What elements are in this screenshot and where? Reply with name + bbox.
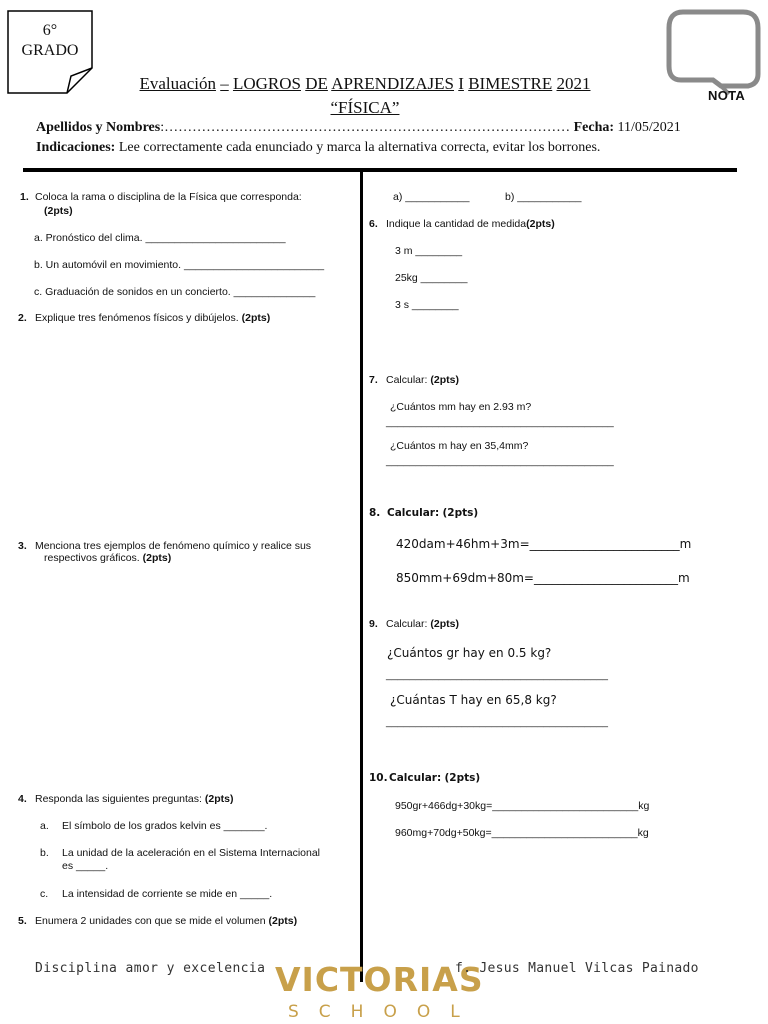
title-word-6: 2021	[556, 74, 591, 93]
q5-answer-a[interactable]: a) ___________	[393, 191, 470, 203]
q6-text: Indique la cantidad de medida(2pts)	[386, 218, 555, 230]
school-logo-name: VICTORIAS	[275, 960, 484, 999]
q10-number: 10.	[369, 772, 388, 784]
column-divider	[360, 172, 363, 982]
header-divider	[23, 168, 737, 172]
q1-item-c[interactable]: c. Graduación de sonidos en un concierto. ______________	[34, 286, 316, 298]
q6-item-3[interactable]: 3 s ________	[395, 299, 459, 311]
q7-item-1: ¿Cuántos mm hay en 2.93 m?	[390, 401, 532, 413]
q9-answer-line-2[interactable]: ______________________________________	[386, 716, 608, 728]
q1-item-a[interactable]: a. Pronóstico del clima. ________________________	[34, 232, 286, 244]
exam-subtitle	[100, 98, 630, 118]
q4-c-letter: c.	[40, 888, 49, 900]
q1-text: Coloca la rama o disciplina de la Física que corresponda:	[35, 191, 302, 203]
title-eval: Evaluación	[139, 74, 216, 93]
q7-answer-line-2[interactable]: _______________________________________	[386, 455, 614, 467]
q7-answer-line-1[interactable]: _______________________________________	[386, 416, 614, 428]
exam-title	[100, 74, 630, 94]
indications-text: Lee correctamente cada enunciado y marca la alternativa correcta, evitar los borrones.	[118, 140, 601, 155]
title-word-4: I	[458, 74, 464, 93]
subtitle-text: “FÍSICA”	[330, 98, 400, 117]
title-word-1: LOGROS	[232, 74, 301, 93]
q1-number: 1.	[20, 191, 29, 203]
q4-a-letter: a.	[40, 820, 49, 832]
date-label: Fecha:	[573, 120, 615, 135]
q1-points: (2pts)	[44, 205, 73, 217]
footer-motto: Disciplina amor y excelencia	[35, 961, 266, 976]
q1-item-b[interactable]: b. Un automóvil en movimiento. ________________________	[34, 259, 325, 271]
title-dash: –	[220, 74, 229, 93]
q4-number: 4.	[18, 793, 27, 805]
q2-number: 2.	[18, 312, 27, 324]
q4-item-a[interactable]: El símbolo de los grados kelvin es _______.	[62, 820, 268, 832]
q2-text: Explique tres fenómenos físicos y dibújelos. (2pts)	[35, 312, 271, 324]
q4-item-b-2[interactable]: es _____.	[62, 860, 109, 872]
grade-label: GRADO	[21, 42, 79, 59]
name-label: Apellidos y Nombres	[36, 120, 161, 135]
title-word-3: APRENDIZAJES	[331, 74, 455, 93]
q4-b-letter: b.	[40, 847, 49, 859]
grade-note	[7, 10, 93, 94]
q5-number: 5.	[18, 915, 27, 927]
footer-teacher: f. Jesus Manuel Vilcas Painado	[455, 961, 699, 976]
q4-text: Responda las siguientes preguntas: (2pts)	[35, 793, 234, 805]
grade-number: 6°	[42, 22, 58, 39]
q8-item-1[interactable]: 420dam+46hm+3m=_________________________m	[396, 537, 692, 551]
q4-item-c[interactable]: La intensidad de corriente se mide en _____.	[62, 888, 273, 900]
q6-item-1[interactable]: 3 m ________	[395, 245, 463, 257]
q3-number: 3.	[18, 540, 27, 552]
q10-text: Calcular: (2pts)	[389, 772, 481, 784]
nota-label: NOTA	[708, 88, 746, 103]
q7-item-2: ¿Cuántos m hay en 35,4mm?	[390, 440, 529, 452]
q9-text: Calcular: (2pts)	[386, 618, 459, 630]
title-word-5: BIMESTRE	[468, 74, 553, 93]
title-word-2: DE	[305, 74, 328, 93]
q9-answer-line-1[interactable]: ______________________________________	[386, 669, 608, 681]
q7-text: Calcular: (2pts)	[386, 374, 459, 386]
q9-item-1: ¿Cuántos gr hay en 0.5 kg?	[387, 646, 552, 660]
indications-line	[36, 140, 600, 156]
name-field[interactable]: :……………………………………………………………………………	[160, 120, 571, 135]
q6-item-2[interactable]: 25kg ________	[395, 272, 468, 284]
q5-text: Enumera 2 unidades con que se mide el volumen (2pts)	[35, 915, 298, 927]
school-logo-sub: SCHOOL	[288, 1002, 480, 1022]
q10-item-2[interactable]: 960mg+70dg+50kg=_________________________kg	[395, 827, 649, 839]
student-name-line	[36, 120, 681, 136]
q3-text-2: respectivos gráficos. (2pts)	[44, 552, 172, 564]
q3-text-1: Menciona tres ejemplos de fenómeno químico y realice sus	[35, 540, 312, 552]
q9-number: 9.	[369, 618, 378, 630]
q5-answer-b[interactable]: b) ___________	[505, 191, 582, 203]
q8-number: 8.	[369, 507, 381, 519]
q8-text: Calcular: (2pts)	[387, 507, 479, 519]
q7-number: 7.	[369, 374, 378, 386]
date-value: 11/05/2021	[617, 120, 681, 135]
q9-item-2: ¿Cuántas T hay en 65,8 kg?	[390, 693, 557, 707]
q4-item-b-1: La unidad de la aceleración en el Sistema Internacional	[62, 847, 321, 859]
q10-item-1[interactable]: 950gr+466dg+30kg=_________________________kg	[395, 800, 650, 812]
indications-label: Indicaciones:	[36, 140, 116, 155]
q6-number: 6.	[369, 218, 378, 230]
q8-item-2[interactable]: 850mm+69dm+80m=________________________m	[396, 571, 690, 585]
